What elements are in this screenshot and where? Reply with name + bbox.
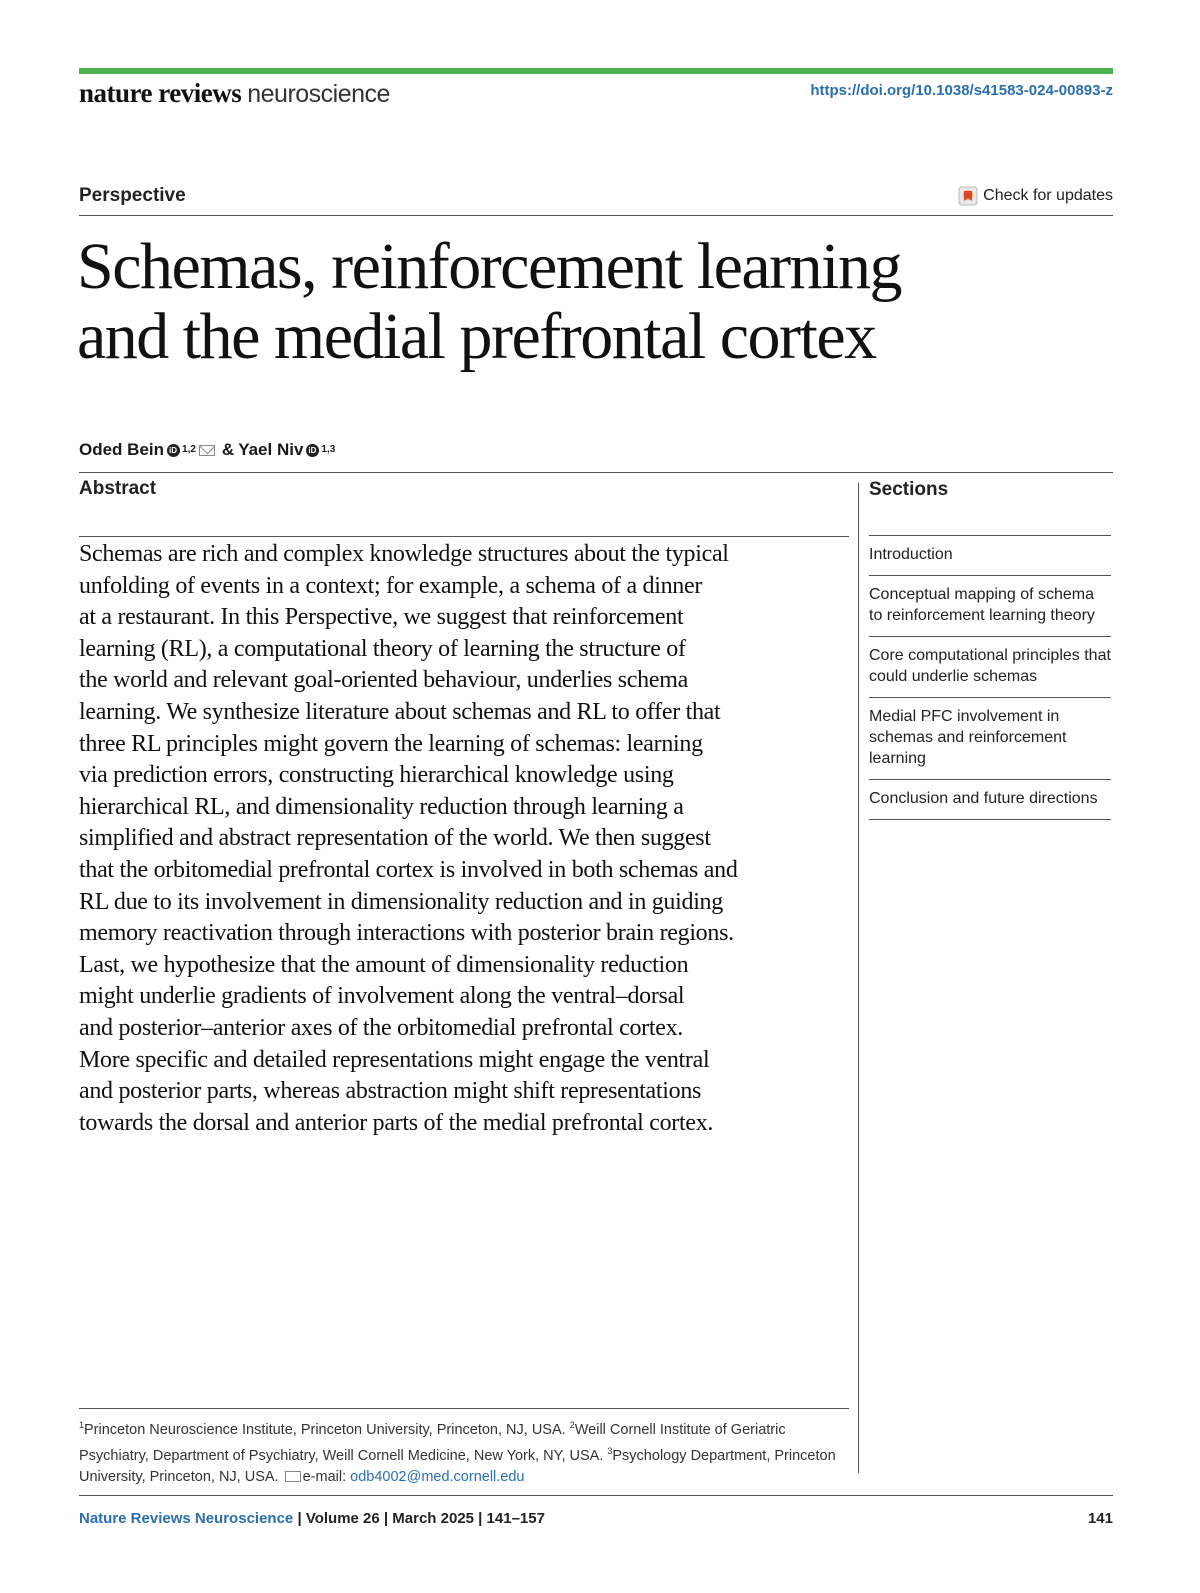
section-link-conclusion[interactable]: Conclusion and future directions [869, 779, 1111, 820]
footer-journal-link[interactable]: Nature Reviews Neuroscience [79, 1510, 294, 1527]
authors-divider [79, 472, 1113, 473]
masthead-accent-bar [79, 68, 1113, 74]
email-label: e-mail: [302, 1468, 347, 1485]
column-divider [858, 483, 859, 1473]
footer-pages: 141–157 [486, 1510, 545, 1527]
affil-num-3: 3 [607, 1445, 613, 1456]
affil-num-2: 2 [569, 1420, 575, 1430]
crossmark-icon [958, 186, 978, 206]
abstract-heading: Abstract [79, 478, 157, 499]
footer-separator: | [297, 1510, 302, 1527]
footer-date: March 2025 [392, 1510, 474, 1527]
orcid-icon[interactable] [306, 444, 319, 457]
footer-separator: | [478, 1510, 483, 1527]
author-list [79, 440, 335, 460]
abstract-line: simplified and abstract representation of the world. We then suggest [79, 825, 711, 852]
abstract-line: three RL principles might govern the learning of schemas: learning [79, 730, 703, 757]
abstract-line: unfolding of events in a context; for example, a schema of a dinner [79, 572, 703, 599]
title-line-1: Schemas, reinforcement learning [77, 230, 901, 303]
mail-icon [285, 1471, 301, 1482]
sections-heading: Sections [869, 479, 949, 500]
footer-divider [79, 1495, 1113, 1496]
mail-icon[interactable] [199, 445, 215, 456]
citation-footer [79, 1510, 545, 1527]
doi-link[interactable]: https://doi.org/10.1038/s41583-024-00893-z [810, 82, 1113, 99]
abstract-line: learning. We synthesize literature about schemas and RL to offer that [79, 698, 721, 725]
check-for-updates-label: Check for updates [983, 187, 1113, 204]
affiliation-3: Psychology Department, Princeton University, Princeton, NJ, USA. [79, 1447, 836, 1485]
email-link[interactable]: odb4002@med.cornell.edu [350, 1468, 525, 1485]
author-name-2[interactable]: Yael Niv [238, 440, 304, 459]
affiliation-2: Weill Cornell Institute of Geriatric Psychiatry, Department of Psychiatry, Weill Cornell Medicine, New York, NY, USA. [79, 1421, 786, 1464]
affiliations [79, 1415, 849, 1488]
journal-name: neuroscience [247, 80, 390, 108]
header-divider [79, 215, 1113, 216]
abstract-line: RL due to its involvement in dimensionality reduction and in guiding [79, 888, 723, 915]
affiliation-1: Princeton Neuroscience Institute, Princeton University, Princeton, NJ, USA. [84, 1421, 566, 1438]
abstract-line: might underlie gradients of involvement along the ventral–dorsal [79, 983, 685, 1010]
footer-volume: Volume 26 [305, 1510, 380, 1527]
abstract-line: towards the dorsal and anterior parts of the medial prefrontal cortex. [79, 1109, 714, 1136]
abstract-line: memory reactivation through interactions with posterior brain regions. [79, 920, 734, 947]
abstract-line: hierarchical RL, and dimensionality reduction through learning a [79, 793, 684, 820]
abstract-line: that the orbitomedial prefrontal cortex is involved in both schemas and [79, 856, 738, 883]
abstract-line: via prediction errors, constructing hierarchical knowledge using [79, 762, 674, 789]
author-affil-2: 1,3 [321, 444, 336, 455]
section-link-introduction[interactable]: Introduction [869, 535, 1111, 575]
abstract-line: Schemas are rich and complex knowledge structures about the typical [79, 541, 729, 567]
author-affil-1: 1,2 [182, 444, 196, 455]
page-number: 141 [1087, 1510, 1113, 1527]
abstract-divider [79, 536, 849, 537]
author-separator: & [221, 440, 235, 459]
journal-masthead[interactable] [79, 78, 390, 109]
article-title [77, 232, 1117, 372]
author-name-1[interactable]: Oded Bein [79, 440, 165, 459]
abstract-line: at a restaurant. In this Perspective, we suggest that reinforcement [79, 604, 684, 631]
brand-name: nature reviews [79, 78, 242, 108]
abstract-body [79, 539, 859, 1139]
section-link-core-principles[interactable]: Core computational principles that could underlie schemas [869, 636, 1111, 697]
title-line-2: and the medial prefrontal cortex [77, 300, 876, 373]
abstract-line: More specific and detailed representations might engage the ventral [79, 1046, 710, 1073]
abstract-line: and posterior parts, whereas abstraction might shift representations [79, 1078, 702, 1105]
abstract-line: learning (RL), a computational theory of learning the structure of [79, 635, 686, 662]
footer-separator: | [383, 1510, 389, 1527]
affil-num-1: 1 [79, 1420, 85, 1430]
section-link-conceptual-mapping[interactable]: Conceptual mapping of schema to reinforcement learning theory [869, 575, 1111, 636]
sections-nav [869, 535, 1111, 820]
article-type: Perspective [79, 185, 186, 206]
abstract-line: the world and relevant goal-oriented behaviour, underlies schema [79, 667, 688, 694]
abstract-line: Last, we hypothesize that the amount of dimensionality reduction [79, 951, 689, 978]
orcid-icon[interactable] [167, 444, 180, 457]
abstract-line: and posterior–anterior axes of the orbitomedial prefrontal cortex. [79, 1014, 683, 1041]
affiliations-divider [79, 1408, 849, 1409]
check-for-updates-button[interactable] [958, 186, 1113, 206]
section-link-medial-pfc[interactable]: Medial PFC involvement in schemas and reinforcement learning [869, 697, 1111, 779]
